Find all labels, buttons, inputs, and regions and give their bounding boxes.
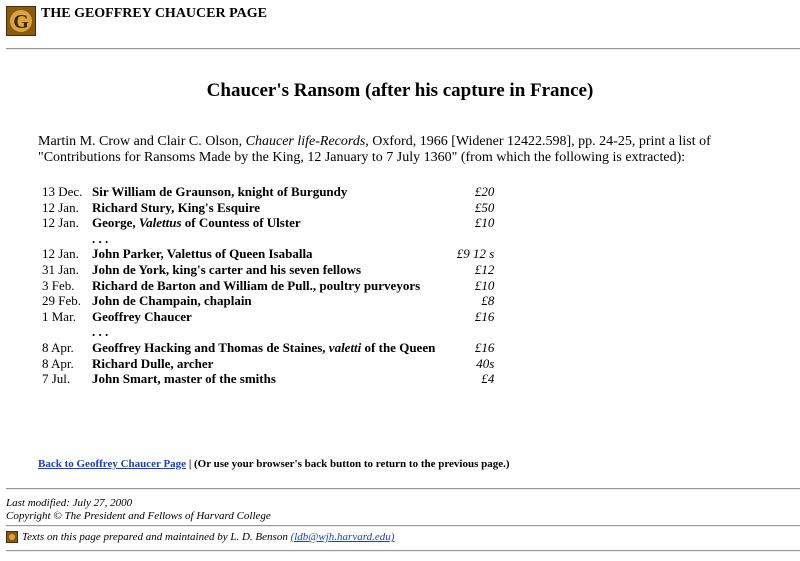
entry-date: 12 Jan. [42, 215, 79, 231]
ellipsis: . . . [92, 324, 109, 340]
book-title: Chaucer life-Records [245, 134, 366, 149]
entry-date: 8 Apr. [42, 339, 74, 355]
ransom-table [42, 184, 498, 387]
entry-amount: £16 [474, 339, 495, 355]
footer-meta [6, 497, 271, 523]
entry-name-post: of Countess of Ulster [181, 215, 301, 231]
intro-text-2: , Oxford, 1966 [Widener 12422.598], pp. 24-25, print a list of "Contributions for Ransoms Made by the King, 12 January to 7 July 1360" (from which the following is extracted): [38, 134, 711, 165]
entry-name [92, 340, 439, 356]
entry-name: John de York, king's carter and his seven fellows [92, 261, 362, 277]
entry-date: 7 Jul. [42, 371, 71, 387]
entry-amount: £8 [481, 293, 495, 309]
site-title: THE GEOFFREY CHAUCER PAGE [41, 6, 267, 21]
entry-name: Richard Dulle, archer [92, 355, 214, 371]
entry-amount: £9 12 s [456, 246, 495, 262]
entry-amount: 40s [476, 355, 495, 371]
entry-amount: £12 [474, 261, 495, 277]
footer-maintainer [6, 531, 394, 543]
header-divider [6, 48, 800, 50]
chaucer-mini-logo-icon [6, 531, 18, 543]
site-header [6, 6, 267, 38]
table-row [42, 184, 498, 200]
ellipsis-row [42, 231, 498, 247]
entry-amount: £10 [474, 277, 495, 293]
entry-name [92, 215, 439, 231]
entry-amount: £50 [474, 199, 495, 215]
entry-name-post: of the Queen [361, 339, 436, 355]
table-row [42, 262, 498, 278]
entry-name-pre: George, [92, 215, 139, 231]
maintainer-text: Texts on this page prepared and maintained by L. D. Benson [22, 531, 288, 543]
entry-amount: £16 [474, 308, 495, 324]
table-row [42, 371, 498, 387]
back-note: | (Or use your browser's back button to return to the previous page.) [186, 458, 510, 470]
entry-name: John Smart, master of the smiths [92, 371, 276, 387]
footer-divider-bottom [6, 525, 800, 527]
table-row [42, 293, 498, 309]
intro-paragraph [38, 134, 778, 166]
intro-text-1: Martin M. Crow and Clair C. Olson, [38, 134, 246, 149]
back-to-chaucer-page-link[interactable]: Back to Geoffrey Chaucer Page [38, 458, 187, 470]
ellipsis-row [42, 324, 498, 340]
entry-date: 8 Apr. [42, 355, 74, 371]
entry-name: John Parker, Valettus of Queen Isaballa [92, 246, 313, 262]
entry-name: Richard de Barton and William de Pull., poultry purveyors [92, 277, 421, 293]
chaucer-logo-icon [6, 6, 36, 36]
table-row [42, 200, 498, 216]
entry-date: 13 Dec. [42, 184, 83, 199]
entry-date: 12 Jan. [42, 199, 79, 215]
entry-date: 12 Jan. [42, 246, 79, 262]
entry-name: John de Champain, chaplain [92, 293, 252, 309]
table-row [42, 309, 498, 325]
entry-name-pre: Geoffrey Hacking and Thomas de Staines, [92, 339, 329, 355]
last-modified: Last modified: July 27, 2000 [6, 497, 133, 509]
entry-name-em: valetti [328, 339, 362, 355]
table-row [42, 246, 498, 262]
back-navigation [38, 458, 510, 470]
entry-amount: £4 [481, 371, 495, 387]
entry-name: Sir William de Graunson, knight of Burgundy [92, 184, 348, 199]
entry-name: Geoffrey Chaucer [92, 308, 192, 324]
page-title: Chaucer's Ransom (after his capture in France) [206, 79, 594, 101]
ellipsis: . . . [92, 230, 109, 246]
copyright: Copyright © The President and Fellows of Harvard College [6, 510, 271, 522]
entry-amount: £20 [474, 184, 495, 199]
entry-date: 29 Feb. [42, 293, 81, 309]
table-row [42, 356, 498, 372]
table-row [42, 340, 498, 356]
footer-divider-end [6, 550, 800, 552]
table-row [42, 278, 498, 294]
maintainer-email-link[interactable]: (ldb@wjh.harvard.edu) [290, 531, 395, 543]
entry-date: 31 Jan. [42, 261, 79, 277]
entry-date: 3 Feb. [42, 277, 75, 293]
entry-amount: £10 [474, 215, 495, 231]
footer-divider-top [6, 488, 800, 490]
entry-name-em: Valettus [138, 215, 182, 231]
table-row [42, 215, 498, 231]
entry-date: 1 Mar. [42, 308, 76, 324]
logo-letter: G [10, 10, 32, 32]
entry-name: Richard Stury, King's Esquire [92, 199, 261, 215]
